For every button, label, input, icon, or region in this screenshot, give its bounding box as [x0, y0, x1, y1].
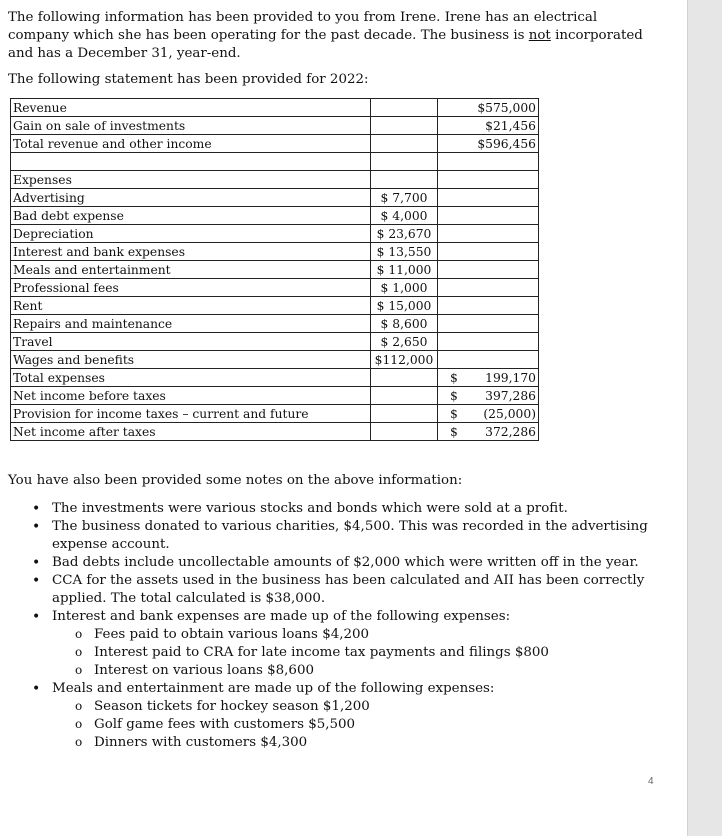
table-row: [11, 225, 539, 243]
row-label: Provision for income taxes – current and future: [11, 405, 371, 423]
sub-list-item: o Fees paid to obtain various loans $4,200: [94, 626, 678, 644]
table-row: [11, 207, 539, 225]
table-row: [11, 387, 539, 405]
row-expense-amount: $ 4,000: [371, 207, 438, 225]
table-row: [11, 405, 539, 423]
row-expense-amount: $ 15,000: [371, 297, 438, 315]
list-item: [52, 608, 678, 680]
intro-text-1: The following information has been provided to you from Irene. Irene has an electrical company which she has been operating for the past decade. The business is: [8, 10, 598, 43]
row-label: Rent: [11, 297, 371, 315]
list-item: • The business donated to various charities, $4,500. This was recorded in the advertising expense account.: [52, 518, 678, 554]
table-row: [11, 261, 539, 279]
row-label: Gain on sale of investments: [11, 117, 371, 135]
row-expense-amount: $112,000: [371, 351, 438, 369]
table-row: [11, 117, 539, 135]
list-item: • Bad debts include uncollectable amounts of $2,000 which were written off in the year.: [52, 554, 678, 572]
row-label: Interest and bank expenses: [11, 243, 371, 261]
table-row: [11, 171, 539, 189]
row-label: Total expenses: [11, 369, 371, 387]
row-label: Wages and benefits: [11, 351, 371, 369]
row-expense-amount: $ 23,670: [371, 225, 438, 243]
intro-text-2: incorporated and has a December 31, year-end.: [8, 28, 643, 61]
row-label: Bad debt expense: [11, 207, 371, 225]
page-number: 4: [648, 776, 654, 787]
sub-list: [52, 698, 678, 752]
table-row: [11, 135, 539, 153]
row-total-amount: $21,456: [438, 117, 539, 135]
table-row: [11, 351, 539, 369]
row-total-amount: $ 372,286: [438, 423, 539, 441]
row-expense-amount: $ 8,600: [371, 315, 438, 333]
table-row: [11, 369, 539, 387]
row-expense-amount: [371, 99, 438, 117]
row-expense-amount: $ 13,550: [371, 243, 438, 261]
table-row: [11, 315, 539, 333]
intro-underlined-word: not: [528, 28, 551, 43]
row-label: Repairs and maintenance: [11, 315, 371, 333]
right-margin-panel: [687, 0, 722, 836]
row-expense-amount: [371, 135, 438, 153]
row-total-amount: $ 397,286: [438, 387, 539, 405]
table-row: [11, 423, 539, 441]
row-label: Net income before taxes: [11, 387, 371, 405]
row-expense-amount: [371, 117, 438, 135]
row-label: Depreciation: [11, 225, 371, 243]
row-label: Total revenue and other income: [11, 135, 371, 153]
expenses-heading: Expenses: [11, 171, 371, 189]
row-total-amount: $575,000: [438, 99, 539, 117]
row-label: Net income after taxes: [11, 423, 371, 441]
statement-heading: The following statement has been provided for 2022:: [8, 72, 369, 87]
blank-row: [11, 153, 539, 171]
sub-list-item: o Golf game fees with customers $5,500: [94, 716, 678, 734]
sub-list-item: o Interest paid to CRA for late income tax payments and filings $800: [94, 644, 678, 662]
row-label: Professional fees: [11, 279, 371, 297]
notes-intro: You have also been provided some notes on the above information:: [8, 473, 463, 488]
sub-list-item: o Interest on various loans $8,600: [94, 662, 678, 680]
list-item: • The investments were various stocks and bonds which were sold at a profit.: [52, 500, 678, 518]
table-row: [11, 297, 539, 315]
table-row: [11, 189, 539, 207]
table-row: [11, 99, 539, 117]
list-item-text: Interest and bank expenses are made up of the following expenses:: [52, 609, 511, 624]
notes-list: [8, 500, 678, 752]
row-label: Advertising: [11, 189, 371, 207]
row-total-amount: $596,456: [438, 135, 539, 153]
table-row: [11, 333, 539, 351]
list-item: • CCA for the assets used in the business has been calculated and AII has been correctly applied. The total calculated is $38,000.: [52, 572, 678, 608]
income-statement-table: [10, 98, 539, 441]
row-total-amount: $ 199,170: [438, 369, 539, 387]
sub-list-item: o Season tickets for hockey season $1,200: [94, 698, 678, 716]
row-expense-amount: $ 7,700: [371, 189, 438, 207]
list-item: [52, 680, 678, 752]
row-total-amount: $ (25,000): [438, 405, 539, 423]
row-label: Meals and entertainment: [11, 261, 371, 279]
sub-list: [52, 626, 678, 680]
row-expense-amount: $ 2,650: [371, 333, 438, 351]
list-item-text: Meals and entertainment are made up of the following expenses:: [52, 681, 495, 696]
sub-list-item: o Dinners with customers $4,300: [94, 734, 678, 752]
intro-paragraph: [8, 9, 648, 63]
table-row: [11, 243, 539, 261]
row-label: Revenue: [11, 99, 371, 117]
table-row: [11, 279, 539, 297]
row-expense-amount: $ 11,000: [371, 261, 438, 279]
row-expense-amount: $ 1,000: [371, 279, 438, 297]
row-label: Travel: [11, 333, 371, 351]
